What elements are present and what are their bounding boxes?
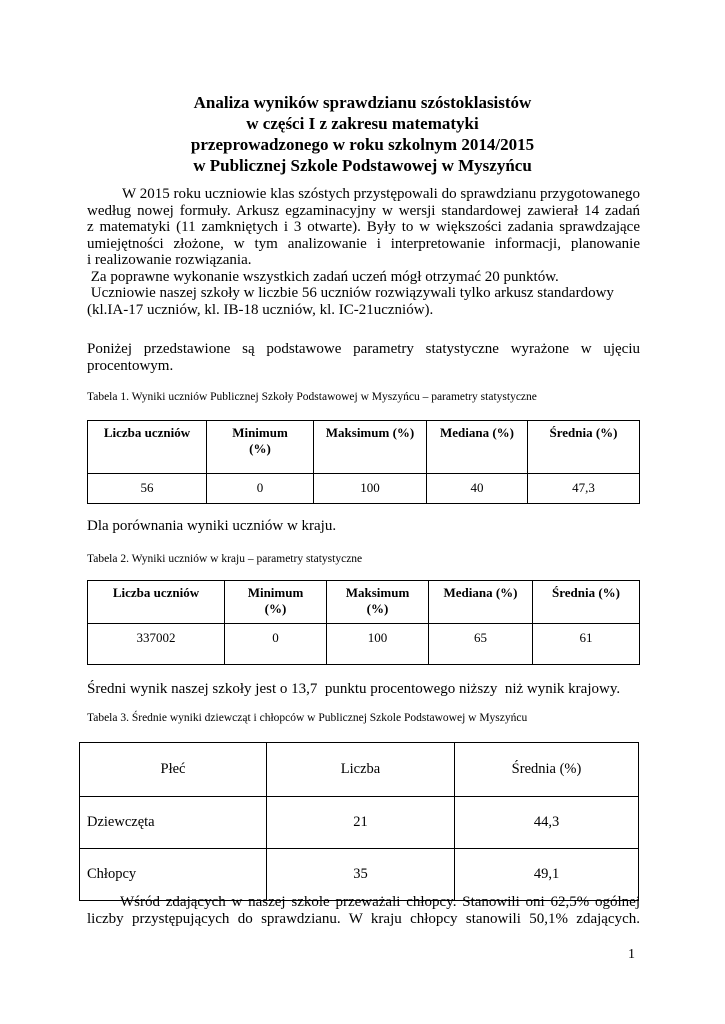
table-cell: 61 [533, 624, 640, 665]
table-header: Maksimum (%) [314, 421, 427, 474]
table-header: Maksimum (%) [327, 581, 429, 624]
table1-caption: Tabela 1. Wyniki uczniów Publicznej Szkoły Podstawowej w Myszyńcu – parametry statystyczne [87, 391, 537, 403]
page-number: 1 [628, 947, 635, 962]
text-line: (kl.IA-17 uczniów, kl. IB-18 uczniów, kl. IC-21uczniów). [87, 301, 434, 318]
intro-paragraph [87, 186, 640, 318]
table-cell: 40 [427, 474, 528, 504]
table3-caption: Tabela 3. Średnie wyniki dziewcząt i chłopców w Publicznej Szkole Podstawowej w Myszyńcu [87, 712, 528, 724]
text-line: Za poprawne wykonanie wszystkich zadań uczeń mógł otrzymać 20 punktów. [87, 268, 559, 285]
table2-caption: Tabela 2. Wyniki uczniów w kraju – parametry statystyczne [87, 553, 363, 565]
text-line: i realizowanie rozwiązania. [87, 252, 252, 268]
table-header-row [88, 581, 640, 624]
text-line: procentowym. [87, 357, 174, 374]
table-cell: 49,1 [455, 849, 639, 901]
title-line: przeprowadzonego w roku szkolnym 2014/2015 [190, 135, 535, 154]
table-row [88, 624, 640, 665]
compare-text: Dla porównania wyniki uczniów w kraju. [87, 518, 337, 534]
table-row [80, 849, 639, 901]
table-cell: 0 [225, 624, 327, 665]
table-cell: 21 [267, 797, 455, 849]
table-header: Minimum (%) [207, 421, 314, 474]
table-cell: 100 [314, 474, 427, 504]
text-line: umiejętności złożone, w tym analizowanie i interpretowanie informacji, planowanie [87, 235, 640, 252]
table-cell: 0 [207, 474, 314, 504]
table-header-row [88, 421, 640, 474]
text-line: Uczniowie naszej szkoły w liczbie 56 uczniów rozwiązywali tylko arkusz standardowy [87, 285, 614, 301]
text-line: W 2015 roku uczniowie klas szóstych przystępowali do sprawdzianu przygotowanego [122, 186, 640, 202]
title-line: w Publicznej Szkole Podstawowej w Myszyńcu [193, 156, 532, 175]
table-header: Liczba uczniów [88, 581, 225, 624]
stats-intro-paragraph [87, 341, 640, 374]
table-cell: 44,3 [455, 797, 639, 849]
table-header: Liczba [267, 743, 455, 797]
table-header-row [80, 743, 639, 797]
text-line: Poniżej przedstawione są podstawowe parametry statystyczne wyrażone w ujęciu [87, 341, 640, 357]
table-cell: Chłopcy [80, 849, 267, 901]
table-row [88, 474, 640, 504]
table-cell: 337002 [88, 624, 225, 665]
table-cell: 100 [327, 624, 429, 665]
table-row [80, 797, 639, 849]
table3 [79, 742, 639, 901]
table-cell: Dziewczęta [80, 797, 267, 849]
table-header: Średnia (%) [455, 743, 639, 797]
text-line: z matematyki (11 zamkniętych i 3 otwarte). Były to w większości zadania sprawdzające [87, 219, 640, 235]
document-title [0, 92, 725, 176]
text-line: Wśród zdających w naszej szkole przeważali chłopcy. Stanowili oni 62,5% ogólnej [120, 894, 640, 910]
summary-text: Średni wynik naszej szkoły jest o 13,7 punktu procentowego niższy niż wynik krajowy. [87, 681, 621, 697]
text-line: według nowej formuły. Arkusz egzaminacyjny w wersji standardowej zawierał 14 zadań [87, 202, 640, 219]
table-header: Liczba uczniów [88, 421, 207, 474]
table-cell: 56 [88, 474, 207, 504]
table1 [87, 420, 640, 504]
text-line: liczby przystępujących do sprawdzianu. W kraju chłopcy stanowili 50,1% zdających. [87, 910, 640, 927]
table-header: Średnia (%) [533, 581, 640, 624]
table-header: Mediana (%) [429, 581, 533, 624]
title-line: Analiza wyników sprawdzianu szóstoklasistów [193, 93, 532, 112]
table-header: Minimum (%) [225, 581, 327, 624]
table-cell: 65 [429, 624, 533, 665]
table-header: Płeć [80, 743, 267, 797]
table-cell: 35 [267, 849, 455, 901]
table-header: Średnia (%) [528, 421, 640, 474]
closing-paragraph [87, 894, 640, 927]
title-line: w części I z zakresu matematyki [246, 114, 479, 133]
table-header: Mediana (%) [427, 421, 528, 474]
table-cell: 47,3 [528, 474, 640, 504]
table2 [87, 580, 640, 665]
